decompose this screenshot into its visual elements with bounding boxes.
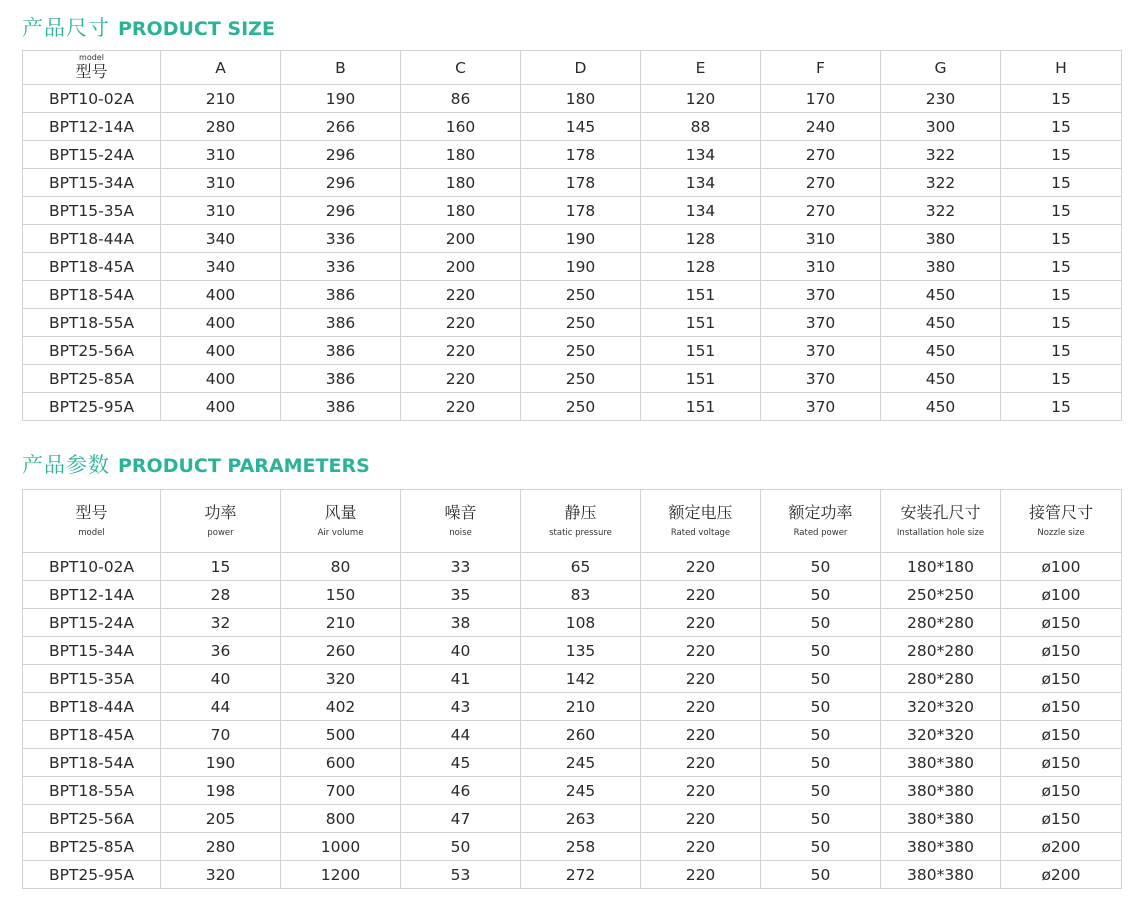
model-cell: BPT15-34A — [23, 637, 161, 665]
param-value-cell: 50 — [761, 581, 881, 609]
param-value-cell: 280 — [161, 833, 281, 861]
size-header-model — [23, 51, 161, 85]
size-value-cell: 180 — [401, 141, 521, 169]
size-value-cell: 270 — [761, 169, 881, 197]
table-row — [23, 805, 1122, 833]
param-value-cell: 500 — [281, 721, 401, 749]
param-value-cell: 260 — [521, 721, 641, 749]
size-value-cell: 86 — [401, 85, 521, 113]
param-value-cell: 320 — [161, 861, 281, 889]
param-value-cell: 46 — [401, 777, 521, 805]
param-value-cell: 41 — [401, 665, 521, 693]
size-header-row — [23, 51, 1122, 85]
params-header-cell — [881, 490, 1001, 553]
param-value-cell: ø150 — [1001, 721, 1122, 749]
param-value-cell: ø200 — [1001, 833, 1122, 861]
param-value-cell: 35 — [401, 581, 521, 609]
param-value-cell: 280*280 — [881, 665, 1001, 693]
size-header-col: C — [401, 51, 521, 85]
param-value-cell: 1000 — [281, 833, 401, 861]
param-value-cell: 50 — [761, 777, 881, 805]
model-cell: BPT18-44A — [23, 693, 161, 721]
param-value-cell: 245 — [521, 749, 641, 777]
param-value-cell: 50 — [761, 749, 881, 777]
model-cell: BPT25-85A — [23, 365, 161, 393]
param-value-cell: 272 — [521, 861, 641, 889]
model-cell: BPT25-56A — [23, 805, 161, 833]
model-cell: BPT10-02A — [23, 85, 161, 113]
model-cell: BPT12-14A — [23, 581, 161, 609]
model-cell: BPT25-56A — [23, 337, 161, 365]
param-value-cell: 220 — [641, 693, 761, 721]
size-value-cell: 220 — [401, 309, 521, 337]
param-value-cell: 40 — [161, 665, 281, 693]
size-value-cell: 200 — [401, 225, 521, 253]
param-value-cell: 50 — [761, 609, 881, 637]
param-value-cell: 1200 — [281, 861, 401, 889]
model-cell: BPT15-35A — [23, 665, 161, 693]
param-value-cell: ø150 — [1001, 693, 1122, 721]
param-value-cell: 47 — [401, 805, 521, 833]
param-value-cell: 380*380 — [881, 833, 1001, 861]
size-value-cell: 15 — [1001, 309, 1122, 337]
params-header-cell — [23, 490, 161, 553]
table-row — [23, 553, 1122, 581]
params-header-cell — [761, 490, 881, 553]
size-value-cell: 450 — [881, 365, 1001, 393]
size-value-cell: 386 — [281, 365, 401, 393]
size-value-cell: 120 — [641, 85, 761, 113]
param-value-cell: 320*320 — [881, 693, 1001, 721]
size-header-col: H — [1001, 51, 1122, 85]
params-header-cell — [1001, 490, 1122, 553]
param-value-cell: 43 — [401, 693, 521, 721]
size-value-cell: 88 — [641, 113, 761, 141]
size-value-cell: 220 — [401, 337, 521, 365]
table-row — [23, 721, 1122, 749]
size-value-cell: 386 — [281, 337, 401, 365]
product-parameters-title-en: PRODUCT PARAMETERS — [118, 455, 370, 477]
size-value-cell: 250 — [521, 309, 641, 337]
model-cell: BPT15-24A — [23, 609, 161, 637]
param-value-cell: ø150 — [1001, 749, 1122, 777]
param-value-cell: 150 — [281, 581, 401, 609]
param-value-cell: 50 — [761, 665, 881, 693]
param-value-cell: 220 — [641, 833, 761, 861]
size-value-cell: 296 — [281, 197, 401, 225]
param-value-cell: 142 — [521, 665, 641, 693]
table-row — [23, 365, 1122, 393]
product-size-title-en: PRODUCT SIZE — [118, 18, 275, 40]
model-cell: BPT12-14A — [23, 113, 161, 141]
param-value-cell: 83 — [521, 581, 641, 609]
param-value-cell: 190 — [161, 749, 281, 777]
param-value-cell: ø100 — [1001, 581, 1122, 609]
size-value-cell: 190 — [281, 85, 401, 113]
model-cell: BPT18-45A — [23, 253, 161, 281]
model-cell: BPT18-44A — [23, 225, 161, 253]
param-value-cell: 33 — [401, 553, 521, 581]
size-value-cell: 336 — [281, 225, 401, 253]
size-value-cell: 310 — [161, 141, 281, 169]
size-value-cell: 340 — [161, 253, 281, 281]
size-value-cell: 15 — [1001, 169, 1122, 197]
table-row — [23, 113, 1122, 141]
size-value-cell: 270 — [761, 197, 881, 225]
size-value-cell: 370 — [761, 393, 881, 421]
param-value-cell: ø200 — [1001, 861, 1122, 889]
size-value-cell: 450 — [881, 337, 1001, 365]
size-value-cell: 336 — [281, 253, 401, 281]
table-row — [23, 225, 1122, 253]
model-cell: BPT25-95A — [23, 393, 161, 421]
product-size-title-cn: 产品尺寸 — [22, 16, 110, 40]
param-value-cell: ø150 — [1001, 637, 1122, 665]
size-value-cell: 151 — [641, 309, 761, 337]
size-value-cell: 322 — [881, 169, 1001, 197]
size-value-cell: 180 — [401, 169, 521, 197]
size-value-cell: 250 — [521, 337, 641, 365]
param-value-cell: 220 — [641, 861, 761, 889]
param-value-cell: 50 — [761, 721, 881, 749]
table-row — [23, 337, 1122, 365]
size-value-cell: 386 — [281, 393, 401, 421]
param-value-cell: 36 — [161, 637, 281, 665]
size-value-cell: 370 — [761, 337, 881, 365]
param-value-cell: 258 — [521, 833, 641, 861]
params-header-row — [23, 490, 1122, 553]
params-header-en: model — [78, 528, 105, 538]
param-value-cell: 70 — [161, 721, 281, 749]
size-value-cell: 380 — [881, 253, 1001, 281]
param-value-cell: 65 — [521, 553, 641, 581]
param-value-cell: 32 — [161, 609, 281, 637]
model-cell: BPT10-02A — [23, 553, 161, 581]
table-row — [23, 693, 1122, 721]
size-value-cell: 266 — [281, 113, 401, 141]
model-cell: BPT15-35A — [23, 197, 161, 225]
size-value-cell: 400 — [161, 337, 281, 365]
size-value-cell: 151 — [641, 337, 761, 365]
model-cell: BPT15-34A — [23, 169, 161, 197]
model-cell: BPT18-55A — [23, 777, 161, 805]
params-header-en: Installation hole size — [896, 528, 985, 538]
size-value-cell: 180 — [401, 197, 521, 225]
size-value-cell: 310 — [761, 225, 881, 253]
size-value-cell: 250 — [521, 281, 641, 309]
size-value-cell: 145 — [521, 113, 641, 141]
size-value-cell: 220 — [401, 281, 521, 309]
size-value-cell: 134 — [641, 197, 761, 225]
param-value-cell: 800 — [281, 805, 401, 833]
size-value-cell: 310 — [161, 169, 281, 197]
param-value-cell: 50 — [761, 693, 881, 721]
size-value-cell: 310 — [761, 253, 881, 281]
size-value-cell: 400 — [161, 365, 281, 393]
size-value-cell: 151 — [641, 393, 761, 421]
params-header-cell — [281, 490, 401, 553]
param-value-cell: 38 — [401, 609, 521, 637]
size-value-cell: 450 — [881, 281, 1001, 309]
size-value-cell: 240 — [761, 113, 881, 141]
size-value-cell: 250 — [521, 393, 641, 421]
model-cell: BPT25-85A — [23, 833, 161, 861]
model-cell: BPT18-54A — [23, 749, 161, 777]
table-row — [23, 637, 1122, 665]
params-header-cell — [521, 490, 641, 553]
param-value-cell: 245 — [521, 777, 641, 805]
size-value-cell: 180 — [521, 85, 641, 113]
param-value-cell: 135 — [521, 637, 641, 665]
size-value-cell: 400 — [161, 309, 281, 337]
param-value-cell: 50 — [761, 833, 881, 861]
size-value-cell: 15 — [1001, 253, 1122, 281]
size-value-cell: 134 — [641, 141, 761, 169]
param-value-cell: 220 — [641, 581, 761, 609]
model-cell: BPT25-95A — [23, 861, 161, 889]
params-header-en: Air volume — [317, 528, 364, 538]
param-value-cell: 44 — [161, 693, 281, 721]
table-row — [23, 833, 1122, 861]
param-value-cell: 40 — [401, 637, 521, 665]
param-value-cell: 263 — [521, 805, 641, 833]
size-value-cell: 15 — [1001, 197, 1122, 225]
size-value-cell: 400 — [161, 281, 281, 309]
param-value-cell: 198 — [161, 777, 281, 805]
size-header-col: E — [641, 51, 761, 85]
param-value-cell: 210 — [521, 693, 641, 721]
product-size-table — [22, 50, 1122, 421]
size-header-col: F — [761, 51, 881, 85]
table-row — [23, 253, 1122, 281]
size-value-cell: 370 — [761, 365, 881, 393]
size-value-cell: 151 — [641, 365, 761, 393]
size-value-cell: 15 — [1001, 141, 1122, 169]
param-value-cell: 380*380 — [881, 777, 1001, 805]
size-value-cell: 15 — [1001, 365, 1122, 393]
param-value-cell: 220 — [641, 805, 761, 833]
params-header-cn: 型号 — [75, 503, 108, 522]
product-size-title — [22, 12, 275, 42]
size-value-cell: 190 — [521, 225, 641, 253]
size-value-cell: 250 — [521, 365, 641, 393]
size-header-model-cn: 型号 — [75, 62, 108, 81]
table-row — [23, 85, 1122, 113]
param-value-cell: 220 — [641, 553, 761, 581]
param-value-cell: 220 — [641, 637, 761, 665]
param-value-cell: 50 — [761, 861, 881, 889]
size-value-cell: 134 — [641, 169, 761, 197]
size-value-cell: 270 — [761, 141, 881, 169]
size-value-cell: 400 — [161, 393, 281, 421]
table-row — [23, 309, 1122, 337]
size-header-model-en: model — [79, 53, 104, 62]
param-value-cell: 220 — [641, 665, 761, 693]
size-value-cell: 450 — [881, 393, 1001, 421]
param-value-cell: 210 — [281, 609, 401, 637]
param-value-cell: 402 — [281, 693, 401, 721]
params-header-cell — [641, 490, 761, 553]
model-cell: BPT15-24A — [23, 141, 161, 169]
param-value-cell: 28 — [161, 581, 281, 609]
param-value-cell: 15 — [161, 553, 281, 581]
size-value-cell: 220 — [401, 365, 521, 393]
params-header-en: power — [207, 528, 234, 538]
param-value-cell: 220 — [641, 609, 761, 637]
size-header-col: A — [161, 51, 281, 85]
size-value-cell: 300 — [881, 113, 1001, 141]
size-value-cell: 340 — [161, 225, 281, 253]
size-value-cell: 230 — [881, 85, 1001, 113]
table-row — [23, 197, 1122, 225]
size-value-cell: 128 — [641, 253, 761, 281]
table-row — [23, 169, 1122, 197]
size-header-col: G — [881, 51, 1001, 85]
size-value-cell: 151 — [641, 281, 761, 309]
params-header-cn: 安装孔尺寸 — [900, 503, 981, 522]
model-cell: BPT18-55A — [23, 309, 161, 337]
size-value-cell: 296 — [281, 169, 401, 197]
param-value-cell: ø150 — [1001, 609, 1122, 637]
params-header-en: static pressure — [549, 528, 612, 538]
size-value-cell: 160 — [401, 113, 521, 141]
param-value-cell: ø150 — [1001, 665, 1122, 693]
params-header-cn: 风量 — [324, 503, 357, 522]
param-value-cell: 280*280 — [881, 637, 1001, 665]
param-value-cell: 380*380 — [881, 861, 1001, 889]
params-header-en: noise — [449, 528, 472, 538]
param-value-cell: 53 — [401, 861, 521, 889]
size-value-cell: 322 — [881, 197, 1001, 225]
size-value-cell: 200 — [401, 253, 521, 281]
param-value-cell: 220 — [641, 749, 761, 777]
size-value-cell: 380 — [881, 225, 1001, 253]
param-value-cell: ø100 — [1001, 553, 1122, 581]
size-value-cell: 178 — [521, 141, 641, 169]
param-value-cell: 220 — [641, 777, 761, 805]
param-value-cell: 44 — [401, 721, 521, 749]
param-value-cell: 260 — [281, 637, 401, 665]
params-header-cn: 接管尺寸 — [1028, 503, 1093, 522]
param-value-cell: 50 — [761, 805, 881, 833]
model-cell: BPT18-54A — [23, 281, 161, 309]
params-header-en: Rated voltage — [670, 528, 731, 538]
params-header-en: Rated power — [793, 528, 848, 538]
table-row — [23, 861, 1122, 889]
table-row — [23, 581, 1122, 609]
param-value-cell: 380*380 — [881, 749, 1001, 777]
table-row — [23, 141, 1122, 169]
size-value-cell: 386 — [281, 281, 401, 309]
param-value-cell: 180*180 — [881, 553, 1001, 581]
product-parameters-table — [22, 489, 1122, 889]
size-header-col: B — [281, 51, 401, 85]
param-value-cell: 280*280 — [881, 609, 1001, 637]
size-value-cell: 15 — [1001, 281, 1122, 309]
product-parameters-title-cn: 产品参数 — [22, 453, 110, 477]
size-value-cell: 386 — [281, 309, 401, 337]
table-row — [23, 609, 1122, 637]
param-value-cell: 250*250 — [881, 581, 1001, 609]
size-value-cell: 370 — [761, 281, 881, 309]
param-value-cell: 205 — [161, 805, 281, 833]
param-value-cell: 600 — [281, 749, 401, 777]
table-row — [23, 665, 1122, 693]
size-value-cell: 220 — [401, 393, 521, 421]
param-value-cell: ø150 — [1001, 805, 1122, 833]
params-header-cn: 额定电压 — [668, 503, 733, 522]
size-value-cell: 370 — [761, 309, 881, 337]
params-header-cell — [401, 490, 521, 553]
param-value-cell: 45 — [401, 749, 521, 777]
product-parameters-title — [22, 449, 370, 479]
size-value-cell: 178 — [521, 169, 641, 197]
params-header-cn: 功率 — [204, 503, 237, 522]
size-value-cell: 310 — [161, 197, 281, 225]
param-value-cell: 50 — [401, 833, 521, 861]
params-header-en: Nozzle size — [1037, 528, 1085, 538]
size-value-cell: 15 — [1001, 113, 1122, 141]
size-value-cell: 190 — [521, 253, 641, 281]
size-value-cell: 15 — [1001, 85, 1122, 113]
params-header-cn: 噪音 — [444, 503, 477, 522]
size-header-col: D — [521, 51, 641, 85]
params-header-cn: 静压 — [564, 503, 597, 522]
param-value-cell: 108 — [521, 609, 641, 637]
model-cell: BPT18-45A — [23, 721, 161, 749]
size-value-cell: 128 — [641, 225, 761, 253]
param-value-cell: 220 — [641, 721, 761, 749]
param-value-cell: 50 — [761, 553, 881, 581]
table-row — [23, 777, 1122, 805]
param-value-cell: 80 — [281, 553, 401, 581]
size-value-cell: 210 — [161, 85, 281, 113]
size-value-cell: 296 — [281, 141, 401, 169]
param-value-cell: ø150 — [1001, 777, 1122, 805]
size-value-cell: 450 — [881, 309, 1001, 337]
param-value-cell: 320 — [281, 665, 401, 693]
param-value-cell: 380*380 — [881, 805, 1001, 833]
param-value-cell: 320*320 — [881, 721, 1001, 749]
size-value-cell: 322 — [881, 141, 1001, 169]
table-row — [23, 749, 1122, 777]
size-value-cell: 178 — [521, 197, 641, 225]
size-value-cell: 170 — [761, 85, 881, 113]
size-value-cell: 15 — [1001, 393, 1122, 421]
param-value-cell: 50 — [761, 637, 881, 665]
params-header-cn: 额定功率 — [788, 503, 853, 522]
table-row — [23, 281, 1122, 309]
params-header-cell — [161, 490, 281, 553]
size-value-cell: 15 — [1001, 225, 1122, 253]
table-row — [23, 393, 1122, 421]
size-value-cell: 280 — [161, 113, 281, 141]
size-value-cell: 15 — [1001, 337, 1122, 365]
param-value-cell: 700 — [281, 777, 401, 805]
